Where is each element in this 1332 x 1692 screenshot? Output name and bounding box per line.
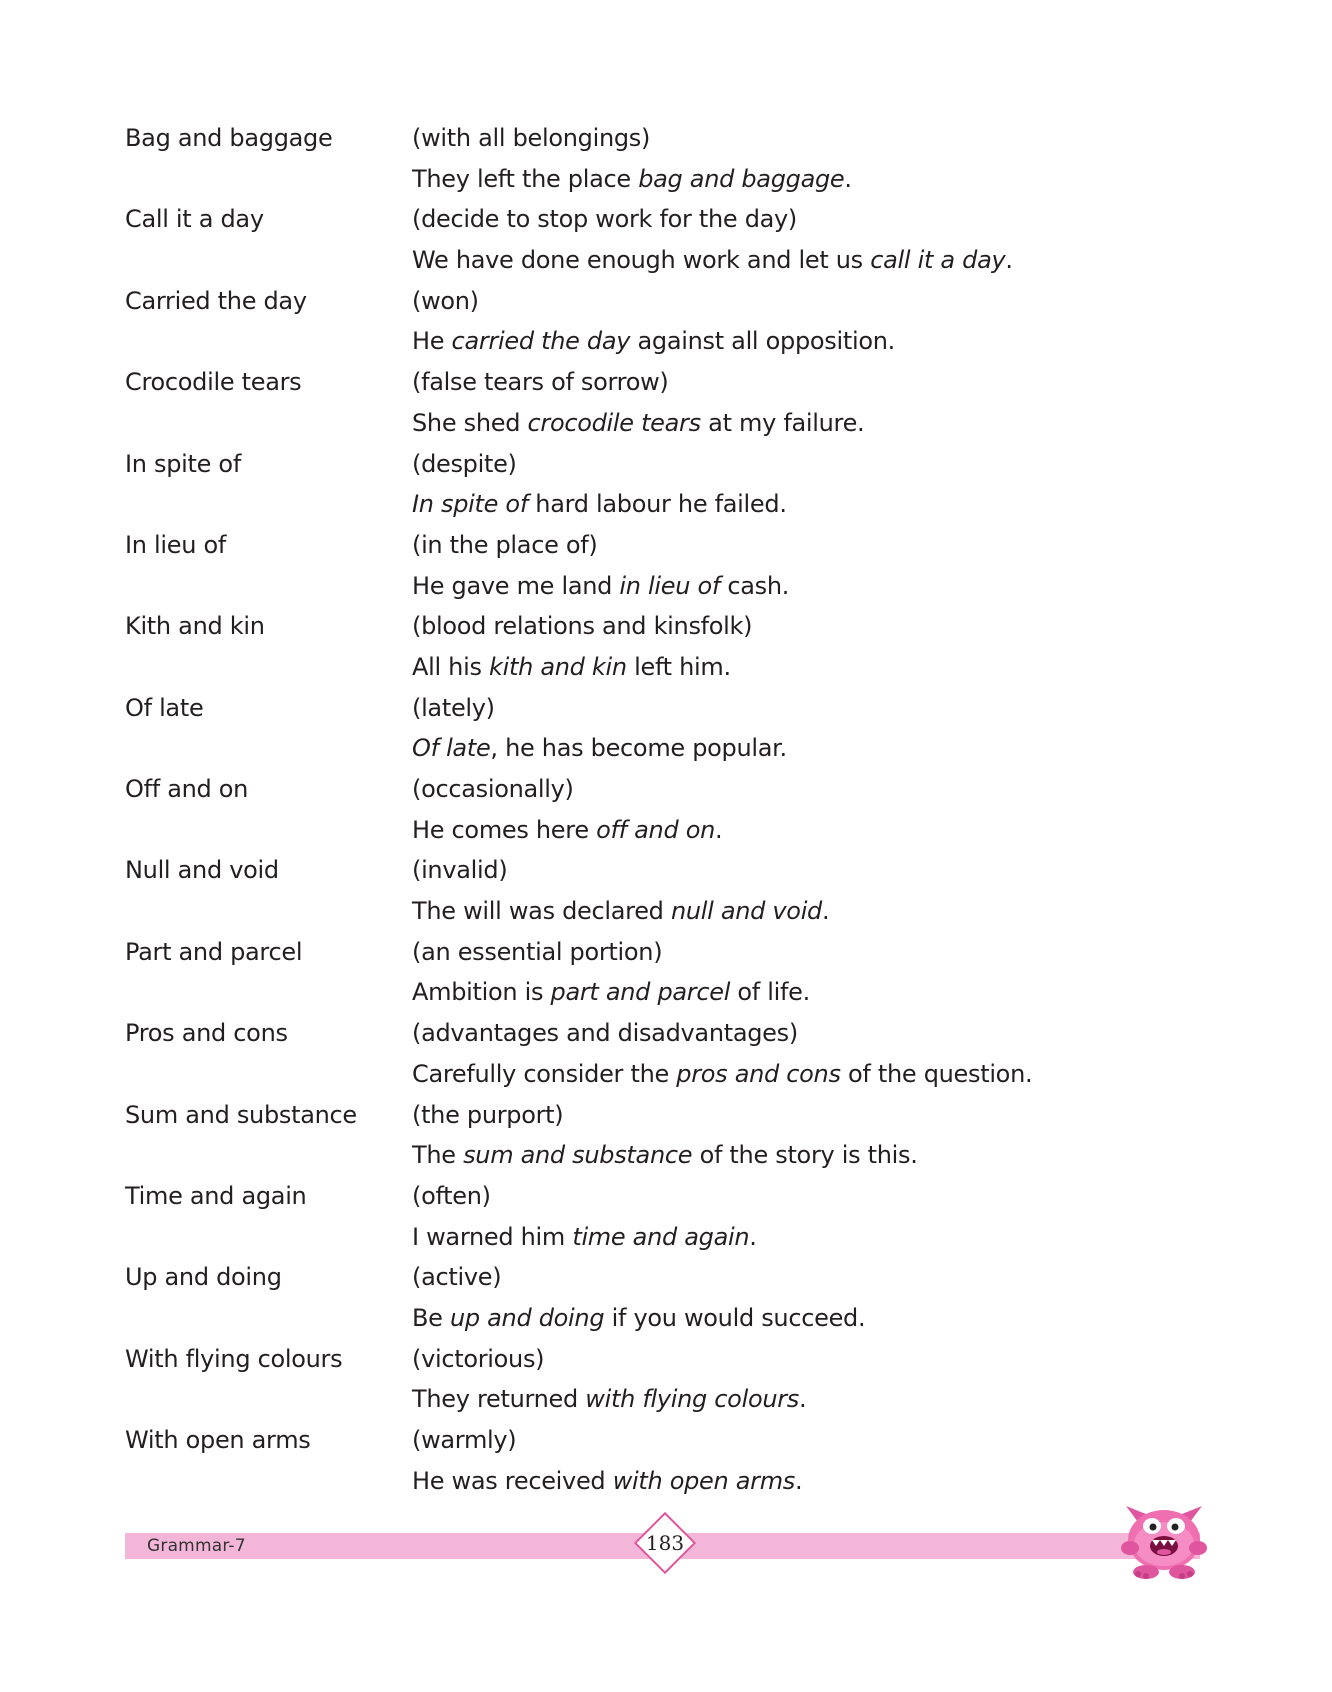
idiom-example-highlight: in lieu of xyxy=(619,571,720,600)
idiom-example xyxy=(412,484,1225,525)
idiom-term: Off and on xyxy=(125,775,249,803)
idiom-entry xyxy=(125,688,1225,769)
idiom-body xyxy=(412,525,1225,606)
idiom-body xyxy=(412,1176,1225,1257)
idiom-body xyxy=(412,932,1225,1013)
idiom-example-text: left him. xyxy=(626,652,731,681)
idiom-example-text: She shed xyxy=(412,408,528,437)
idiom-entry xyxy=(125,118,1225,199)
page-number: 183 xyxy=(645,1531,685,1555)
idiom-body xyxy=(412,1013,1225,1094)
idiom-entry xyxy=(125,1339,1225,1420)
idiom-meaning: (blood relations and kinsfolk) xyxy=(412,612,753,641)
idiom-list xyxy=(125,118,1225,1501)
idiom-entry xyxy=(125,1420,1225,1501)
idiom-example-text: Ambition is xyxy=(412,978,551,1007)
pink-monster-mascot-icon xyxy=(1116,1500,1212,1582)
idiom-term: Kith and kin xyxy=(125,612,265,641)
idiom-body xyxy=(412,362,1225,443)
book-label: Grammar-7 xyxy=(147,1536,246,1556)
idiom-example-highlight: Of late xyxy=(412,734,491,763)
idiom-example-text: The xyxy=(412,1141,464,1170)
idiom-example-text: against all opposition. xyxy=(630,327,895,356)
idiom-entry xyxy=(125,932,1225,1013)
idiom-term: With flying colours xyxy=(125,1344,343,1373)
idiom-term: Of late xyxy=(125,693,204,722)
idiom-example xyxy=(412,728,1225,769)
idiom-example-text: The will was declared xyxy=(412,897,671,926)
idiom-meaning: (despite) xyxy=(412,449,517,478)
idiom-meaning: (advantages and disadvantages) xyxy=(412,1019,798,1048)
idiom-meaning: (often) xyxy=(412,1181,491,1210)
idiom-example-text: They returned xyxy=(412,1385,586,1414)
idiom-meaning: (decide to stop work for the day) xyxy=(412,205,797,234)
idiom-example-highlight: null and void xyxy=(670,897,822,926)
idiom-example-highlight: call it a day xyxy=(870,246,1006,275)
idiom-example-text: He comes here xyxy=(412,815,597,844)
idiom-example-text: . xyxy=(844,164,852,193)
idiom-term: Pros and cons xyxy=(125,1019,288,1048)
idiom-example-highlight: crocodile tears xyxy=(527,408,701,437)
idiom-term: In spite of xyxy=(125,449,241,478)
idiom-body xyxy=(412,1095,1225,1176)
idiom-example-highlight: with flying colours xyxy=(585,1385,800,1414)
idiom-example-text: . xyxy=(715,815,723,844)
idiom-example-text: He was received xyxy=(412,1466,613,1495)
idiom-example xyxy=(412,891,1225,932)
idiom-example xyxy=(412,1135,1225,1176)
idiom-term: Crocodile tears xyxy=(125,368,302,397)
idiom-meaning: (an essential portion) xyxy=(412,937,663,966)
idiom-example-text: . xyxy=(1005,246,1013,275)
idiom-example-highlight: pros and cons xyxy=(676,1059,841,1088)
idiom-term: Null and void xyxy=(125,856,279,885)
idiom-body xyxy=(412,444,1225,525)
idiom-example-text: of the question. xyxy=(840,1059,1033,1088)
idiom-entry xyxy=(125,850,1225,931)
idiom-entry xyxy=(125,444,1225,525)
idiom-meaning: (victorious) xyxy=(412,1344,545,1373)
idiom-term: Part and parcel xyxy=(125,937,303,966)
idiom-meaning: (won) xyxy=(412,286,479,315)
idiom-example-text: All his xyxy=(412,652,489,681)
idiom-entry xyxy=(125,769,1225,850)
idiom-example xyxy=(412,1298,1225,1339)
idiom-body xyxy=(412,1339,1225,1420)
idiom-example-highlight: In spite of xyxy=(412,490,528,519)
idiom-example-highlight: bag and baggage xyxy=(638,164,845,193)
idiom-example xyxy=(412,159,1225,200)
idiom-example xyxy=(412,1217,1225,1258)
idiom-example-text: I warned him xyxy=(412,1222,573,1251)
idiom-body xyxy=(412,606,1225,687)
idiom-example xyxy=(412,566,1225,607)
idiom-example-text: hard labour he failed. xyxy=(527,490,787,519)
idiom-term: With open arms xyxy=(125,1426,311,1454)
idiom-example xyxy=(412,647,1225,688)
idiom-example-text: . xyxy=(795,1466,803,1495)
idiom-body xyxy=(412,769,1225,850)
idiom-meaning: (active) xyxy=(412,1263,502,1292)
idiom-term: Sum and substance xyxy=(125,1100,357,1129)
idiom-term: Time and again xyxy=(125,1181,307,1210)
idiom-entry xyxy=(125,1176,1225,1257)
idiom-entry xyxy=(125,199,1225,280)
idiom-entry xyxy=(125,606,1225,687)
idiom-body xyxy=(412,688,1225,769)
idiom-example-highlight: part and parcel xyxy=(550,978,731,1007)
idiom-example-text: He xyxy=(412,327,452,356)
idiom-example xyxy=(412,321,1225,362)
idiom-meaning: (false tears of sorrow) xyxy=(412,368,669,397)
idiom-entry xyxy=(125,1257,1225,1338)
idiom-term: Call it a day xyxy=(125,205,264,234)
idiom-meaning: (occasionally) xyxy=(412,775,574,803)
idiom-meaning: (invalid) xyxy=(412,856,508,885)
idiom-example-text: of the story is this. xyxy=(692,1141,918,1170)
idiom-term: Up and doing xyxy=(125,1263,282,1292)
idiom-example-text: if you would succeed. xyxy=(604,1303,866,1332)
idiom-example-text: at my failure. xyxy=(700,408,865,437)
idiom-meaning: (lately) xyxy=(412,693,495,722)
idiom-example-text: Carefully consider the xyxy=(412,1059,677,1088)
idiom-term: In lieu of xyxy=(125,530,226,559)
idiom-example xyxy=(412,240,1225,281)
idiom-example-text: . xyxy=(799,1385,807,1414)
idiom-example-text: of life. xyxy=(730,978,810,1007)
idiom-example xyxy=(412,810,1225,851)
idiom-meaning: (warmly) xyxy=(412,1426,517,1454)
idiom-example xyxy=(412,1461,1225,1502)
idiom-body xyxy=(412,118,1225,199)
idiom-example-highlight: off and on xyxy=(596,815,715,844)
idiom-entry xyxy=(125,1095,1225,1176)
idiom-example xyxy=(412,1379,1225,1420)
idiom-meaning: (in the place of) xyxy=(412,530,598,559)
idiom-example-text: cash. xyxy=(720,571,790,600)
idiom-example xyxy=(412,972,1225,1013)
idiom-example-highlight: time and again xyxy=(572,1222,750,1251)
idiom-example-text: , he has become popular. xyxy=(490,734,787,763)
idiom-term: Bag and baggage xyxy=(125,124,333,152)
idiom-example xyxy=(412,1054,1225,1095)
idiom-body xyxy=(412,199,1225,280)
idiom-example-highlight: carried the day xyxy=(451,327,631,356)
idiom-meaning: (the purport) xyxy=(412,1100,564,1129)
idiom-example-text: . xyxy=(749,1222,757,1251)
idiom-example xyxy=(412,403,1225,444)
idiom-example-text: We have done enough work and let us xyxy=(412,246,871,275)
idiom-example-highlight: with open arms xyxy=(612,1466,796,1495)
idiom-body xyxy=(412,1257,1225,1338)
idiom-example-text: . xyxy=(822,897,830,926)
idiom-entry xyxy=(125,362,1225,443)
idiom-entry xyxy=(125,525,1225,606)
idiom-entry xyxy=(125,1013,1225,1094)
idiom-example-highlight: kith and kin xyxy=(489,652,627,681)
idiom-body xyxy=(412,281,1225,362)
idiom-example-highlight: sum and substance xyxy=(463,1141,693,1170)
idiom-example-text: He gave me land xyxy=(412,571,620,600)
idiom-meaning: (with all belongings) xyxy=(412,124,651,152)
idiom-body xyxy=(412,1420,1225,1501)
idiom-term: Carried the day xyxy=(125,286,307,315)
idiom-example-text: Be xyxy=(412,1303,450,1332)
idiom-entry xyxy=(125,281,1225,362)
idiom-example-text: They left the place xyxy=(412,164,639,193)
idiom-example-highlight: up and doing xyxy=(449,1303,605,1332)
idiom-body xyxy=(412,850,1225,931)
